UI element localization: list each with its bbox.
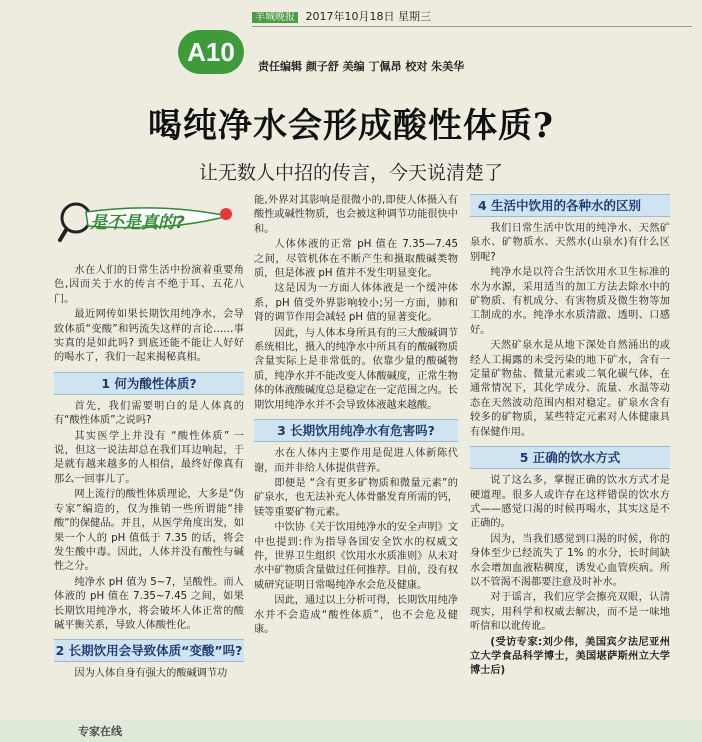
column-3 — [470, 194, 670, 680]
paragraph: 纯净水是以符合生活饮用水卫生标准的水为水源，采用适当的加工方法去除水中的矿物质、有机成分、有害物质及微生物等加工制成的水。纯净水水质清澈、透明、口感好。 — [470, 267, 670, 336]
intro-paragraph: 水在人们的日常生活中扮演着重要角色,因而关于水的传言不绝于耳、五花八门。 — [54, 265, 244, 305]
paragraph: 即便是 “含有更多矿物质和微量元素”的矿泉水，也无法补充人体骨骼发育所需的钙，镁等重要矿物元素。 — [254, 477, 458, 518]
paragraph: 这是因为一方面人体体液是一个缓冲体系，pH 值受外界影响较小;另一方面，肺和肾的调节作用会减轻 pH 值的显著变化。 — [254, 283, 458, 324]
editor-credits: 责任编辑 颜子舒 美编 丁佩昂 校对 朱美华 — [258, 60, 465, 73]
brand-label: 羊城晚报 — [252, 12, 298, 23]
paragraph: 对于谣言，我们应学会擦亮双眼，认清现实，用科学和权威去解决，而不是一味地听信和以讹传讹。 — [470, 592, 670, 633]
paragraph: 水在人体内主要作用是促进人体新陈代谢，而并非给人体提供营养。 — [254, 448, 458, 474]
header-divider — [252, 26, 692, 27]
column-2 — [254, 194, 458, 638]
article-title: 喝纯净水会形成酸性体质? — [148, 106, 554, 146]
paragraph: 我们日常生活中饮用的纯净水、天然矿泉水、矿物质水、天然水(山泉水)有什么区别呢? — [470, 223, 670, 263]
expert-credit: (受访专家:刘少伟，美国宾夕法尼亚州立大学食品科学博士，美国堪萨斯州立大学博士后) — [470, 636, 670, 677]
paragraph: 纯净水 pH 值为 5~7，呈酸性。而人体液的 pH 值在 7.35~7.45 之间，如果长期饮用纯净水，将会破坏人体正常的酸碱平衡关系，导致人体酸性化。 — [54, 576, 244, 631]
paragraph: 人体体液的正常 pH 值在 7.35—7.45 之间，尽管机体在不断产生和摄取酸碱类物质，但是体液 pH 值并不发生明显变化。 — [254, 239, 458, 280]
column-1 — [54, 264, 244, 683]
paragraph: 网上流行的酸性体质理论，大多是“伪专家”编造的，仅为推销一些所谓能“排酸”的保健品。并且，从医学角度出发，如果一个人的 pH 值低于 7.35 的话，将会发生酸中毒。因此，人体并没有酸性与碱性之分。 — [54, 489, 244, 573]
paragraph: 其实医学上并没有 “酸性体质” 一说，但这一说法却总在我们耳边响起，于是就有越来越多的人相信，最终好像真有那么一回事儿了。 — [54, 430, 244, 485]
paragraph: 因此，通过以上分析可得，长期饮用纯净水并不会造成“酸性体质”，也不会危及健康。 — [254, 595, 458, 635]
masthead — [252, 8, 431, 24]
logo-text: 是不是真的? — [90, 213, 185, 233]
section-2-heading: 2 长期饮用会导致体质“变酸”吗? — [54, 639, 244, 662]
paragraph: 说了这么多，掌握正确的饮水方式才是硬道理。很多人或许存在这样错误的饮水方式——感觉口渴的时候再喝水，其实这是不正确的。 — [470, 475, 670, 530]
section-1-heading: 1 何为酸性体质? — [54, 372, 244, 395]
section-3-heading: 3 长期饮用纯净水有危害吗? — [254, 419, 458, 442]
page-badge: A10 — [178, 30, 244, 74]
paragraph: 天然矿泉水是从地下深处自然涌出的或经人工揭露的未受污染的地下矿水，含有一定量矿物盐、微量元素或二氧化碳气体，在通常情况下，其化学成分、流量、水温等动态在天然波动范围内相对稳定。矿泉水含有较多的矿物质，某些特定元素对人体健康具有保健作用。 — [470, 340, 670, 438]
issue-date: 2017年10月18日 星期三 — [305, 10, 431, 23]
paragraph: 因为，当我们感觉到口渴的时候，你的身体至少已经流失了 1% 的水分，长时间缺水会增加血液粘稠度，诱发心血管疾病。所以不管渴不渴都要注意及时补水。 — [470, 533, 670, 588]
section-5-heading: 5 正确的饮水方式 — [470, 446, 670, 469]
paragraph: 因为人体自身有强大的酸碱调节功 — [74, 668, 228, 680]
intro-paragraph: 最近网传如果长期饮用纯净水，会导致体质“变酸”和钙流失这样的言论……事实真的是如此吗? 到底还能不能让人好好的喝水了，我们一起来揭秘真相。 — [54, 309, 244, 364]
article-subtitle: 让无数人中招的传言，今天说清楚了 — [198, 162, 503, 184]
paragraph: 因此，与人体本身所具有的三大酸碱调节系统相比，摄入的纯净水中所具有的酸碱物质含量实际上是非常低的。依靠少量的酸碱物质，纯净水并不能改变人体酸碱度，正常生物体的体液酸碱度总是稳定在一定范围之内。长期饮用纯净水并不会导致体液越来越酸。 — [254, 327, 458, 411]
paragraph: 能,外界对其影响是很微小的,即使人体摄入有酸性或碱性物质，也会被这种调节功能很快中和。 — [254, 195, 458, 235]
footer-label: 专家在线 — [78, 725, 122, 738]
section-4-heading: 4 生活中饮用的各种水的区别 — [470, 194, 670, 217]
paragraph: 首先，我们需要明白的是人体真的有“酸性体质”之说吗? — [54, 400, 244, 427]
paragraph: 中饮协《关于饮用纯净水的安全声明》文中也提到:作为指导各国安全饮水的权威文件，世界卫生组织《饮用水水质准则》从未对水中矿物质含量做过任何推荐。目前，没有权威研究证明日常喝纯净水会危及健康。 — [254, 522, 458, 591]
